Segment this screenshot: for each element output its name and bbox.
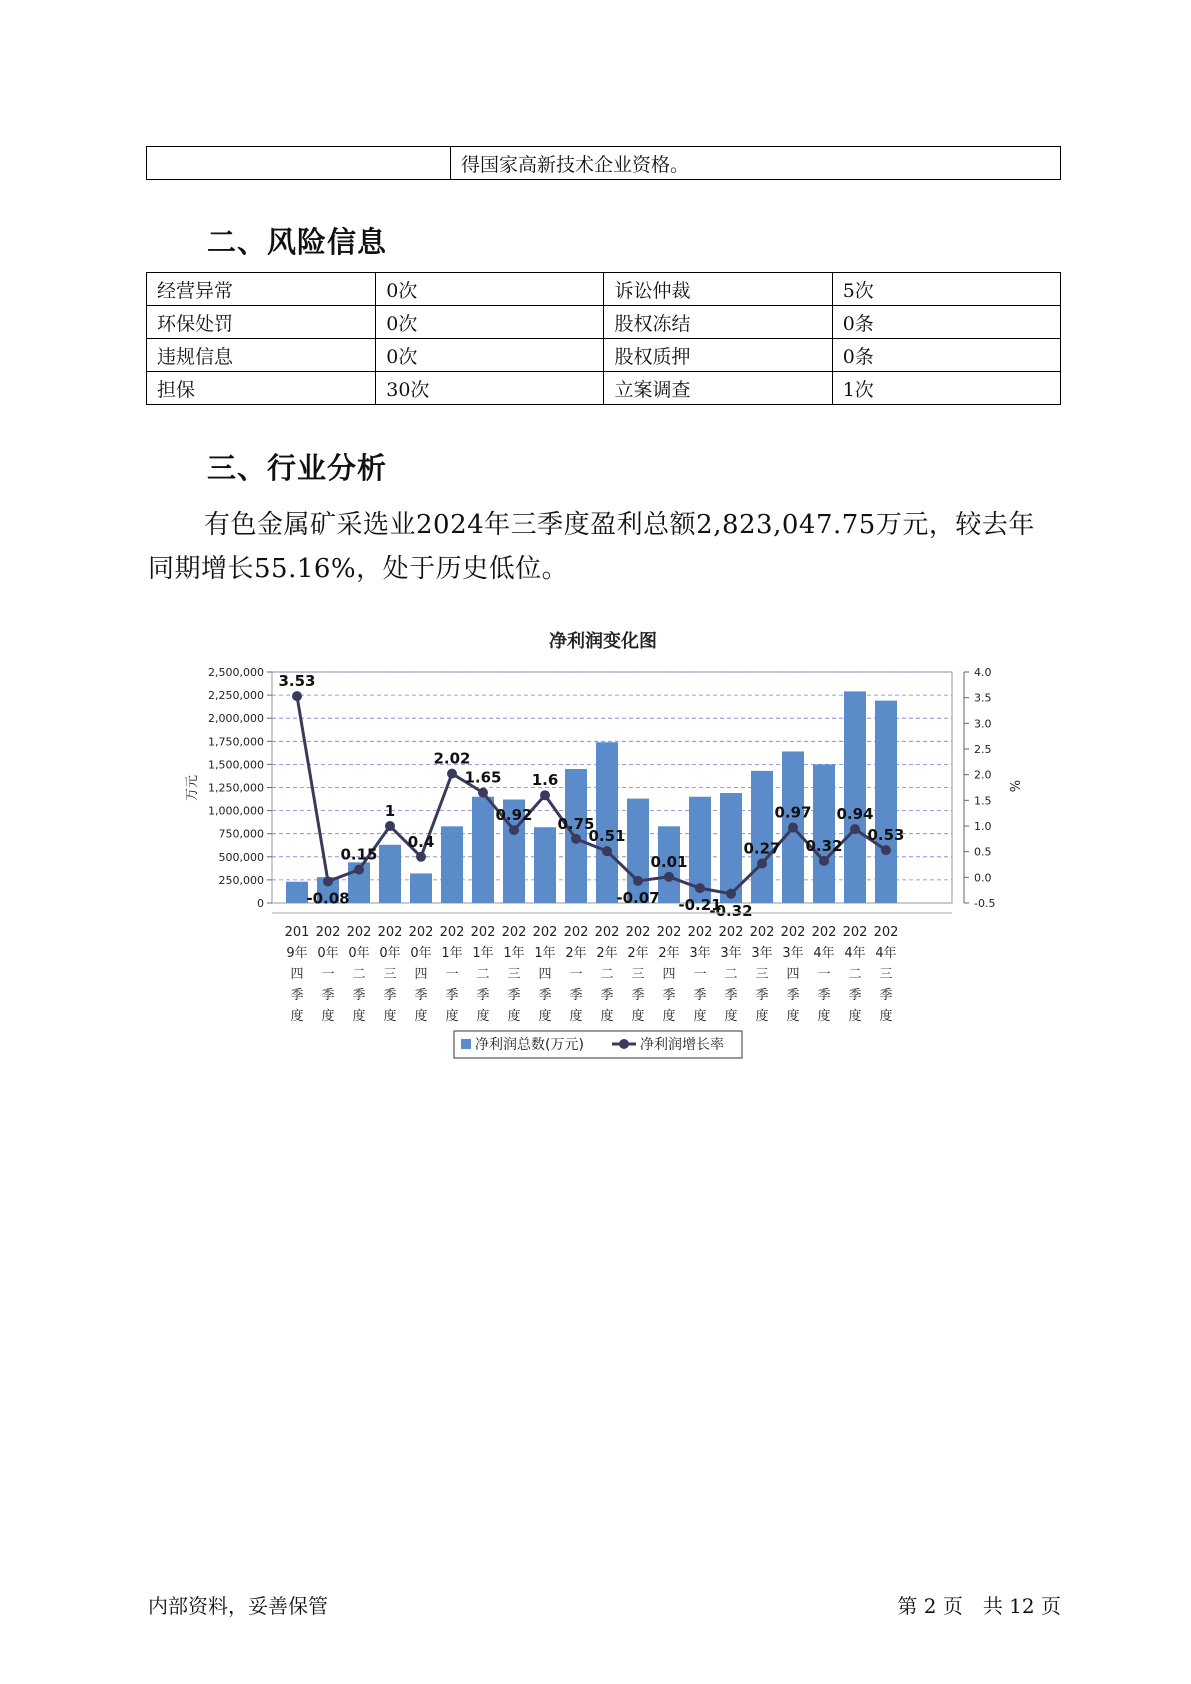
y2-axis-label: %: [1006, 779, 1021, 793]
y-tick-label: 1,500,000: [208, 758, 264, 772]
bar: [844, 691, 866, 903]
growth-point: [571, 834, 581, 844]
x-tick-label: 4年: [813, 946, 835, 961]
legend-line-label: 净利润增长率: [640, 1037, 724, 1053]
growth-data-label: 0.97: [774, 803, 812, 822]
x-tick-label: 201: [284, 925, 310, 940]
y2-tick-label: 3.0: [974, 717, 992, 731]
x-tick-label: 季: [755, 988, 769, 1003]
y2-tick-label: 4.0: [974, 666, 992, 679]
legend-bar-label: 净利润总数(万元): [475, 1037, 584, 1053]
bar: [627, 799, 649, 903]
legend-bar-swatch: [461, 1039, 471, 1049]
growth-data-label: 0.32: [805, 836, 843, 855]
x-tick-label: 季: [600, 988, 614, 1003]
bar: [751, 771, 773, 903]
x-tick-label: 季: [414, 988, 428, 1003]
x-tick-label: 季: [507, 988, 521, 1003]
x-tick-label: 0年: [379, 946, 401, 961]
x-tick-label: 四: [414, 967, 428, 982]
x-tick-label: 一: [445, 967, 459, 982]
x-tick-label: 202: [408, 925, 434, 940]
growth-data-label: 1: [384, 802, 396, 820]
x-tick-label: 1年: [503, 946, 525, 961]
footer-note: 内部资料，妥善保管: [148, 1594, 328, 1618]
x-tick-label: 202: [346, 925, 372, 940]
y-tick-label: 1,750,000: [208, 735, 264, 749]
growth-point: [819, 856, 829, 866]
growth-point: [788, 823, 798, 833]
growth-point: [633, 876, 643, 886]
x-tick-label: 季: [321, 988, 335, 1003]
x-tick-label: 202: [377, 925, 403, 940]
x-tick-label: 度: [848, 1009, 862, 1024]
risk-item-value: 0条: [832, 339, 1060, 372]
x-tick-label: 季: [786, 988, 800, 1003]
x-tick-label: 0年: [317, 946, 339, 961]
x-tick-label: 三: [507, 967, 521, 982]
x-tick-label: 季: [352, 988, 366, 1003]
bar: [813, 764, 835, 903]
risk-item-label: 诉讼仲裁: [604, 273, 832, 306]
top-table-right-cell: 得国家高新技术企业资格。: [451, 147, 1061, 180]
x-tick-label: 四: [290, 967, 304, 982]
x-tick-label: 一: [569, 967, 583, 982]
bar: [410, 873, 432, 903]
x-tick-label: 季: [476, 988, 490, 1003]
x-tick-label: 四: [538, 967, 552, 982]
x-tick-label: 202: [439, 925, 465, 940]
x-tick-label: 度: [383, 1009, 397, 1024]
y-tick-label: 2,250,000: [208, 689, 264, 703]
growth-point: [540, 790, 550, 800]
y-tick-label: 750,000: [218, 827, 264, 841]
growth-data-label: 2.02: [433, 749, 471, 768]
x-tick-label: 202: [656, 925, 682, 940]
x-tick-label: 季: [383, 988, 397, 1003]
x-tick-label: 度: [352, 1009, 366, 1024]
y2-tick-label: 1.0: [974, 820, 992, 833]
x-tick-label: 三: [755, 967, 769, 982]
risk-item-label: 股权质押: [604, 339, 832, 372]
growth-data-label: 0.4: [407, 832, 435, 851]
y-tick-label: 500,000: [218, 850, 264, 864]
chart-title: 净利润变化图: [549, 631, 657, 652]
x-tick-label: 2年: [565, 946, 587, 961]
x-tick-label: 2年: [596, 946, 618, 961]
x-tick-label: 202: [687, 925, 713, 940]
x-tick-label: 度: [817, 1009, 831, 1024]
y-tick-label: 250,000: [218, 873, 264, 887]
x-tick-label: 202: [718, 925, 744, 940]
growth-data-label: 3.53: [278, 672, 316, 691]
x-tick-label: 3年: [751, 946, 773, 961]
x-tick-label: 202: [315, 925, 341, 940]
y-tick-label: 1,000,000: [208, 804, 264, 818]
growth-point: [323, 876, 333, 886]
growth-point: [447, 769, 457, 779]
industry-analysis-paragraph: 有色金属矿采选业2024年三季度盈利总额2,823,047.75万元，较去年同期增长55.16%，处于历史低位。: [148, 510, 1035, 584]
bar: [596, 742, 618, 903]
growth-data-label: -0.08: [306, 889, 350, 908]
growth-point: [292, 691, 302, 701]
x-tick-label: 0年: [410, 946, 432, 961]
x-tick-label: 度: [476, 1009, 490, 1024]
growth-data-label: 0.94: [836, 805, 874, 824]
risk-item-label: 经营异常: [147, 273, 376, 306]
x-tick-label: 3年: [782, 946, 804, 961]
x-tick-label: 202: [873, 925, 899, 940]
x-tick-label: 1年: [472, 946, 494, 961]
growth-point: [850, 824, 860, 834]
x-tick-label: 度: [631, 1009, 645, 1024]
x-tick-label: 四: [662, 967, 676, 982]
growth-data-label: 0.51: [588, 827, 626, 846]
growth-data-label: 0.53: [867, 826, 905, 845]
x-tick-label: 1年: [441, 946, 463, 961]
y-tick-label: 1,250,000: [208, 781, 264, 795]
x-tick-label: 度: [290, 1009, 304, 1024]
x-tick-label: 度: [755, 1009, 769, 1024]
x-tick-label: 3年: [689, 946, 711, 961]
y2-tick-label: 3.5: [974, 691, 992, 705]
x-tick-label: 二: [476, 967, 490, 982]
x-tick-label: 202: [501, 925, 527, 940]
risk-item-value: 0次: [376, 273, 604, 306]
y-tick-label: 0: [257, 897, 264, 910]
x-tick-label: 度: [662, 1009, 676, 1024]
x-tick-label: 季: [631, 988, 645, 1003]
x-tick-label: 度: [724, 1009, 738, 1024]
bar: [875, 701, 897, 903]
x-tick-label: 季: [662, 988, 676, 1003]
x-tick-label: 季: [445, 988, 459, 1003]
risk-item-value: 0次: [376, 306, 604, 339]
growth-point: [695, 883, 705, 893]
x-tick-label: 度: [693, 1009, 707, 1024]
x-tick-label: 四: [786, 967, 800, 982]
x-tick-label: 度: [445, 1009, 459, 1024]
risk-item-value: 0条: [832, 306, 1060, 339]
x-tick-label: 度: [321, 1009, 335, 1024]
y2-tick-label: -0.5: [974, 897, 996, 910]
growth-point: [757, 858, 767, 868]
growth-point: [385, 821, 395, 831]
x-tick-label: 一: [693, 967, 707, 982]
y2-tick-label: 2.5: [974, 743, 992, 756]
x-tick-label: 202: [625, 925, 651, 940]
x-tick-label: 一: [817, 967, 831, 982]
bar: [441, 826, 463, 903]
growth-data-label: -0.21: [678, 896, 722, 915]
x-tick-label: 4年: [875, 946, 897, 961]
x-tick-label: 二: [848, 967, 862, 982]
growth-point: [602, 846, 612, 856]
x-tick-label: 202: [532, 925, 558, 940]
risk-item-label: 股权冻结: [604, 306, 832, 339]
x-tick-label: 0年: [348, 946, 370, 961]
x-tick-label: 1年: [534, 946, 556, 961]
legend-line-marker: [619, 1039, 629, 1049]
x-tick-label: 202: [749, 925, 775, 940]
x-tick-label: 季: [569, 988, 583, 1003]
y-tick-label: 2,000,000: [208, 712, 264, 726]
risk-item-label: 违规信息: [147, 339, 376, 372]
growth-point: [881, 845, 891, 855]
x-tick-label: 度: [786, 1009, 800, 1024]
x-tick-label: 202: [842, 925, 868, 940]
x-tick-label: 二: [600, 967, 614, 982]
growth-point: [354, 865, 364, 875]
bar: [534, 827, 556, 903]
growth-data-label: 0.92: [495, 806, 533, 825]
x-tick-label: 三: [631, 967, 645, 982]
x-tick-label: 9年: [286, 946, 308, 961]
growth-point: [478, 788, 488, 798]
x-tick-label: 2年: [658, 946, 680, 961]
x-tick-label: 202: [811, 925, 837, 940]
x-tick-label: 季: [724, 988, 738, 1003]
bar: [286, 882, 308, 903]
risk-item-value: 30次: [376, 372, 604, 405]
x-tick-label: 度: [538, 1009, 552, 1024]
x-tick-label: 202: [594, 925, 620, 940]
growth-data-label: 1.65: [464, 768, 502, 787]
x-tick-label: 季: [290, 988, 304, 1003]
risk-item-label: 环保处罚: [147, 306, 376, 339]
y2-tick-label: 1.5: [974, 794, 992, 808]
growth-point: [726, 889, 736, 899]
y2-tick-label: 0.0: [974, 871, 992, 885]
x-tick-label: 202: [563, 925, 589, 940]
x-tick-label: 2年: [627, 946, 649, 961]
growth-point: [509, 825, 519, 835]
growth-data-label: -0.32: [709, 901, 753, 920]
risk-info-heading: 二、风险信息: [207, 225, 388, 259]
x-tick-label: 三: [879, 967, 893, 982]
x-tick-label: 季: [693, 988, 707, 1003]
x-tick-label: 度: [879, 1009, 893, 1024]
growth-data-label: 0.75: [557, 814, 595, 833]
x-tick-label: 4年: [844, 946, 866, 961]
y2-tick-label: 2.0: [974, 768, 992, 782]
bar: [379, 845, 401, 903]
x-tick-label: 度: [414, 1009, 428, 1024]
growth-data-label: 0.15: [340, 845, 378, 864]
risk-item-value: 1次: [832, 372, 1060, 405]
x-tick-label: 二: [724, 967, 738, 982]
y-tick-label: 2,500,000: [208, 666, 264, 679]
x-tick-label: 季: [848, 988, 862, 1003]
growth-data-label: -0.07: [616, 888, 660, 907]
risk-item-value: 5次: [832, 273, 1060, 306]
x-tick-label: 度: [600, 1009, 614, 1024]
y-axis-label: 万元: [185, 774, 200, 802]
x-tick-label: 三: [383, 967, 397, 982]
x-tick-label: 二: [352, 967, 366, 982]
industry-analysis-heading: 三、行业分析: [207, 451, 388, 485]
x-tick-label: 季: [879, 988, 893, 1003]
x-tick-label: 202: [470, 925, 496, 940]
page-number: 第 2 页 共 12 页: [897, 1594, 1061, 1618]
x-tick-label: 季: [817, 988, 831, 1003]
risk-item-value: 0次: [376, 339, 604, 372]
x-tick-label: 一: [321, 967, 335, 982]
x-tick-label: 202: [780, 925, 806, 940]
x-tick-label: 季: [538, 988, 552, 1003]
growth-data-label: 1.6: [531, 771, 559, 790]
risk-item-label: 立案调查: [604, 372, 832, 405]
x-tick-label: 度: [569, 1009, 583, 1024]
growth-point: [416, 852, 426, 862]
growth-data-label: 0.01: [650, 852, 688, 871]
y2-tick-label: 0.5: [974, 845, 992, 859]
growth-point: [664, 872, 674, 882]
risk-item-label: 担保: [147, 372, 376, 405]
x-tick-label: 3年: [720, 946, 742, 961]
growth-data-label: 0.27: [743, 839, 781, 858]
x-tick-label: 度: [507, 1009, 521, 1024]
bar: [472, 797, 494, 903]
